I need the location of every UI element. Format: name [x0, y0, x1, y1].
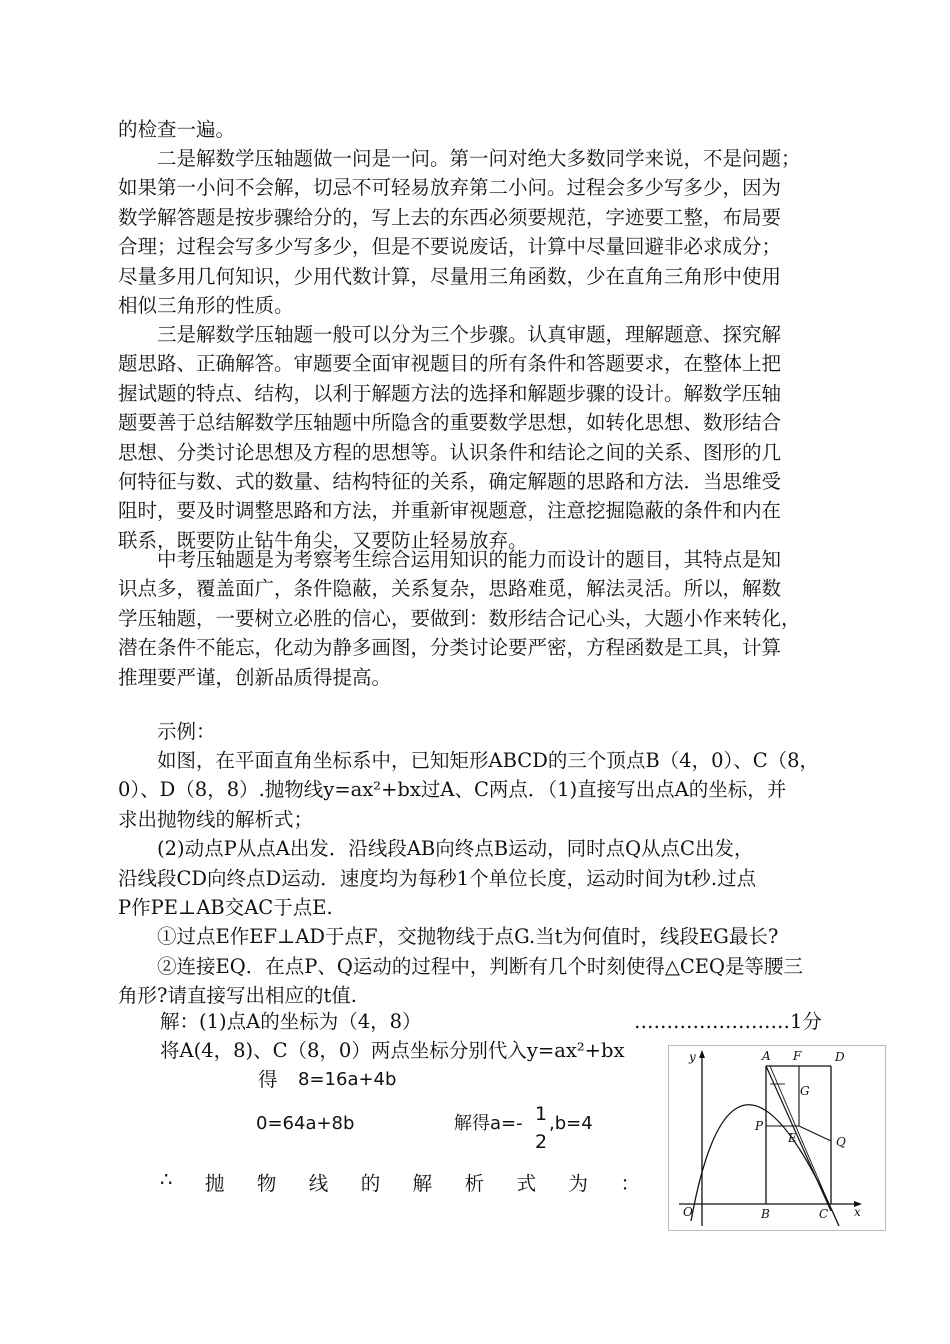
label-p: P — [755, 1119, 764, 1133]
text-line: 数学解答题是按步骤给分的，写上去的东西必须要规范，字迹要工整，布局要 — [118, 205, 782, 229]
therefore-char: 解 — [412, 1172, 433, 1195]
intro-tail — [118, 115, 838, 144]
fraction-numerator: 1 — [534, 1103, 548, 1125]
example-label — [118, 717, 838, 746]
equation-2: 0=64a+8b — [256, 1113, 355, 1134]
paragraph-3 — [118, 320, 838, 555]
text-line: 中考压轴题是为考察考生综合运用知识的能力而设计的题目，其特点是知 — [157, 548, 782, 571]
text-line: 示例： — [157, 720, 216, 743]
therefore-char: 物 — [256, 1172, 277, 1195]
therefore-line — [160, 1168, 640, 1196]
text-line: 求出抛物线的解析式； — [118, 807, 314, 831]
therefore-char: ： — [620, 1172, 640, 1195]
y-axis-arrow — [699, 1050, 705, 1058]
paragraph-2 — [118, 144, 838, 320]
text-line: 握试题的特点、结构，以利于解题方法的选择和解题步骤的设计。解数学压轴 — [118, 381, 782, 405]
score-mark: ……………………1分 — [634, 1010, 822, 1033]
label-e: E — [788, 1131, 797, 1145]
text-line: 识点多，覆盖面广，条件隐蔽，关系复杂，思路难觅，解法灵活。所以，解数 — [118, 577, 782, 601]
text-line: 尽量多用几何知识，少用代数计算，尽量用三角函数，少在直角三角形中使用 — [118, 264, 782, 288]
therefore-char: ∴ — [160, 1168, 173, 1191]
label-b: B — [761, 1207, 770, 1221]
text-line: 如果第一小问不会解，切忌不可轻易放弃第二小问。过程会多少写多少，因为 — [118, 176, 782, 200]
geometry-figure — [668, 1045, 886, 1231]
figure-svg — [669, 1046, 885, 1230]
text-line: 何特征与数、式的数量、结构特征的关系，确定解题的思路和方法．当思维受 — [118, 470, 782, 494]
text-line: 潜在条件不能忘，化动为静多画图，分类讨论要严密，方程函数是工具，计算 — [118, 636, 782, 660]
paragraph-4 — [118, 545, 838, 692]
text-line: 学压轴题，一要树立必胜的信心，要做到：数形结合记心头，大题小作来转化， — [118, 606, 801, 630]
text-line: 推理要严谨，创新品质得提高。 — [118, 665, 392, 689]
therefore-char: 的 — [360, 1172, 381, 1195]
label-y: y — [689, 1050, 696, 1064]
solution-line-2: 将A(4，8)、C（8，0）两点坐标分别代入y=ax²+bx — [160, 1039, 625, 1062]
text-line: ②连接EQ．在点P、Q运动的过程中，判断有几个时刻使得△CEQ是等腰三 — [157, 954, 803, 978]
text-line: P作PE⊥AB交AC于点E. — [118, 896, 333, 920]
label-c: C — [819, 1207, 829, 1221]
segment-eq — [799, 1126, 831, 1141]
solve-text: 解得a=- — [454, 1113, 523, 1134]
text-line: 0）、D（8，8）.抛物线y=ax²+bx过A、C两点．（1)直接写出点A的坐标，并 — [118, 778, 787, 802]
text-line: 相似三角形的性质。 — [118, 294, 294, 318]
label-f: F — [793, 1049, 802, 1063]
text-line: ①过点E作EF⊥AD于点F，交抛物线于点G.当t为何值时，线段EG最长? — [157, 925, 779, 949]
therefore-char: 析 — [464, 1172, 485, 1195]
text-line: 沿线段CD向终点D运动．速度均为每秒1个单位长度，运动时间为t秒.过点 — [118, 866, 757, 890]
text-line: 题思路、正确解答。审题要全面审视题目的所有条件和答题要求，在整体上把 — [118, 352, 782, 376]
equation-1: 8=16a+4b — [298, 1069, 397, 1090]
label-x: x — [854, 1205, 861, 1219]
text-line: 题要善于总结解数学压轴题中所隐含的重要数学思想，如转化思想、数形结合 — [118, 411, 782, 435]
text-line: 三是解数学压轴题一般可以分为三个步骤。认真审题，理解题意、探究解 — [157, 323, 782, 346]
text-line: 联系，既要防止钻牛角尖，又要防止轻易放弃。 — [118, 528, 528, 552]
text-line: 的检查一遍。 — [118, 118, 236, 141]
text-line: 二是解数学压轴题做一问是一问。第一问对绝大多数同学来说，不是问题； — [157, 147, 801, 170]
label-d: D — [835, 1050, 845, 1064]
label-o: O — [683, 1205, 693, 1219]
text-line: 思想、分类讨论思想及方程的思想等。认识条件和结论之间的关系、图形的几 — [118, 440, 782, 464]
b-value: ,b=4 — [549, 1113, 593, 1134]
solution-de: 得 — [258, 1068, 278, 1091]
fraction-denominator: 2 — [534, 1131, 548, 1153]
text-line: 阻时，要及时调整思路和方法，并重新审视题意，注意挖掘隐蔽的条件和内在 — [118, 499, 782, 523]
problem-statement — [118, 746, 838, 1011]
text-line: 角形?请直接写出相应的t值. — [118, 984, 357, 1008]
therefore-char: 线 — [308, 1172, 329, 1195]
label-g: G — [800, 1084, 810, 1098]
solution-line-1: 解：(1)点A的坐标为（4，8） — [160, 1010, 422, 1033]
therefore-char: 抛 — [204, 1172, 225, 1195]
label-q: Q — [836, 1135, 846, 1149]
therefore-char: 为 — [568, 1172, 589, 1195]
text-line: (2)动点P从点A出发．沿线段AB向终点B运动，同时点Q从点C出发， — [157, 837, 754, 861]
text-line: 如图，在平面直角坐标系中，已知矩形ABCD的三个顶点B（4，0）、C（8， — [157, 749, 820, 772]
text-line: 合理；过程会写多少写多少，但是不要说废话，计算中尽量回避非必求成分； — [118, 235, 782, 259]
label-a: A — [762, 1049, 771, 1063]
therefore-char: 式 — [516, 1172, 537, 1195]
